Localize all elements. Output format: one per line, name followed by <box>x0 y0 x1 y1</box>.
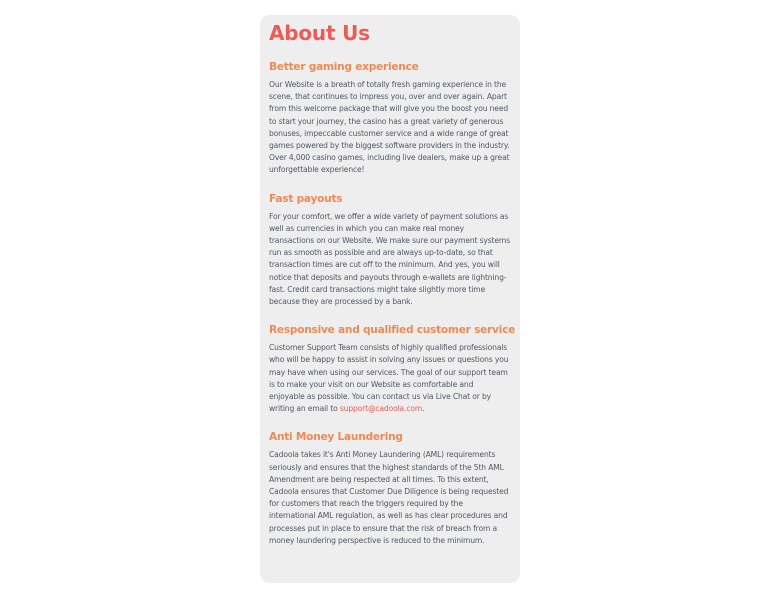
section-body <box>269 342 511 415</box>
section-body-text: Customer Support Team consists of highly qualified professionals who will be happy to assist in solving any issues or questions you may have when using our services. The goal of our support team is to make your visit on our Website as comfortable and enjoyable as possible. You can contact us via Live Chat or by writing an email to <box>269 343 509 414</box>
section-body: For your comfort, we offer a wide variety of payment solutions as well as currencies in which you can make real money transactions on our Website. We make sure our payment systems run as smooth as possible and are always up-to-date, so that transaction times are cut off to the minimum. And yes, you will notice that deposits and payouts through e-wallets are lightning-fast. Credit card transactions might take slightly more time because they are processed by a bank. <box>269 211 510 307</box>
support-email-link[interactable]: support@cadoola.com <box>339 404 423 414</box>
section-heading: Anti Money Laundering <box>269 431 403 444</box>
section-customer-service <box>269 323 516 415</box>
section-anti-money-laundering <box>269 430 511 547</box>
page-title: About Us <box>269 21 370 45</box>
section-body: Our Website is a breath of totally fresh gaming experience in the scene, that continues to impress you, over and over again. Apart from this welcome package that will give you the boost you need to start your journey, the casino has a great variety of generous bonuses, impeccable customer service and a wide range of great games powered by the biggest software providers in the industry. Over 4,000 casino games, including live dealers, make up a great unforgettable experience! <box>269 80 510 175</box>
section-heading: Fast payouts <box>269 192 343 205</box>
section-heading: Better gaming experience <box>269 61 419 73</box>
about-us-card <box>260 15 520 583</box>
section-body: Cadoola takes it's Anti Money Laundering (AML) requirements seriously and ensures that the highest standards of the 5th AML Amendment are being respected at all times. To this extent, Cadoola ensures that Customer Due Diligence is being requested for customers that reach the triggers required by the international AML regulation, as well as has clear procedures and processes put in place to ensure that the risk of breach from a money laundering perspective is reduced to the minimum. <box>269 450 509 545</box>
section-body-end: . <box>422 404 425 414</box>
section-heading: Responsive and qualified customer service <box>269 324 516 337</box>
section-better-gaming-experience <box>269 60 511 177</box>
section-fast-payouts <box>269 192 511 309</box>
